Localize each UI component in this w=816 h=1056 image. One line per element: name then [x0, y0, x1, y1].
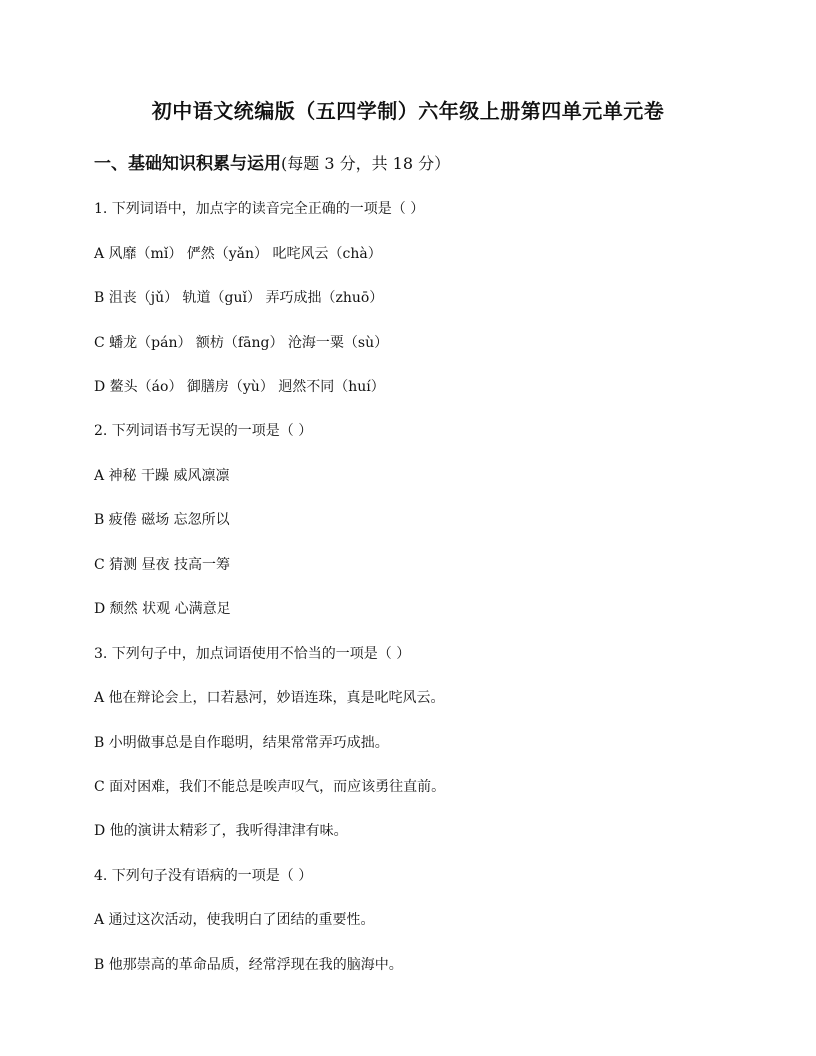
section-heading — [94, 149, 450, 174]
question-1-option-a: A 风靡（mǐ） 俨然（yǎn） 叱咤风云（chà） — [94, 246, 382, 262]
question-1-option-d: D 鳌头（áo） 御膳房（yù） 迥然不同（huí） — [94, 379, 385, 395]
question-3-option-a: A 他在辩论会上，口若悬河，妙语连珠，真是叱咤风云。 — [94, 690, 445, 706]
question-3-stem: 3. 下列句子中，加点词语使用不恰当的一项是（ ） — [94, 646, 411, 662]
question-2-option-d: D 颓然 状观 心满意足 — [94, 601, 231, 617]
question-1-option-b: B 沮丧（jǔ） 轨道（guǐ） 弄巧成拙（zhuō） — [94, 290, 384, 306]
question-2-option-a: A 神秘 干躁 威风凛凛 — [94, 468, 230, 484]
document-title: 初中语文统编版（五四学制）六年级上册第四单元单元卷 — [151, 99, 665, 123]
question-2-stem: 2. 下列词语书写无误的一项是（ ） — [94, 423, 313, 439]
section-heading-text: 一、基础知识积累与运用 — [94, 154, 281, 174]
question-2-option-b: B 疲倦 磁场 忘忽所以 — [94, 512, 230, 528]
section-score-note: (每题 3 分，共 18 分） — [281, 154, 451, 173]
question-1-stem: 1. 下列词语中，加点字的读音完全正确的一项是（ ） — [94, 201, 425, 217]
question-3-option-b: B 小明做事总是自作聪明，结果常常弄巧成拙。 — [94, 735, 389, 751]
question-4-option-b: B 他那崇高的革命品质，经常浮现在我的脑海中。 — [94, 957, 403, 973]
question-1-option-c: C 蟠龙（pán） 额枋（fāng） 沧海一粟（sù） — [94, 335, 389, 351]
question-3-option-d: D 他的演讲太精彩了，我听得津津有味。 — [94, 823, 348, 839]
question-2-option-c: C 猜测 昼夜 技高一筹 — [94, 557, 231, 573]
question-4-option-a: A 通过这次活动，使我明白了团结的重要性。 — [94, 912, 375, 928]
question-4-stem: 4. 下列句子没有语病的一项是（ ） — [94, 868, 313, 884]
question-3-option-c: C 面对困难，我们不能总是唉声叹气，而应该勇往直前。 — [94, 779, 446, 795]
